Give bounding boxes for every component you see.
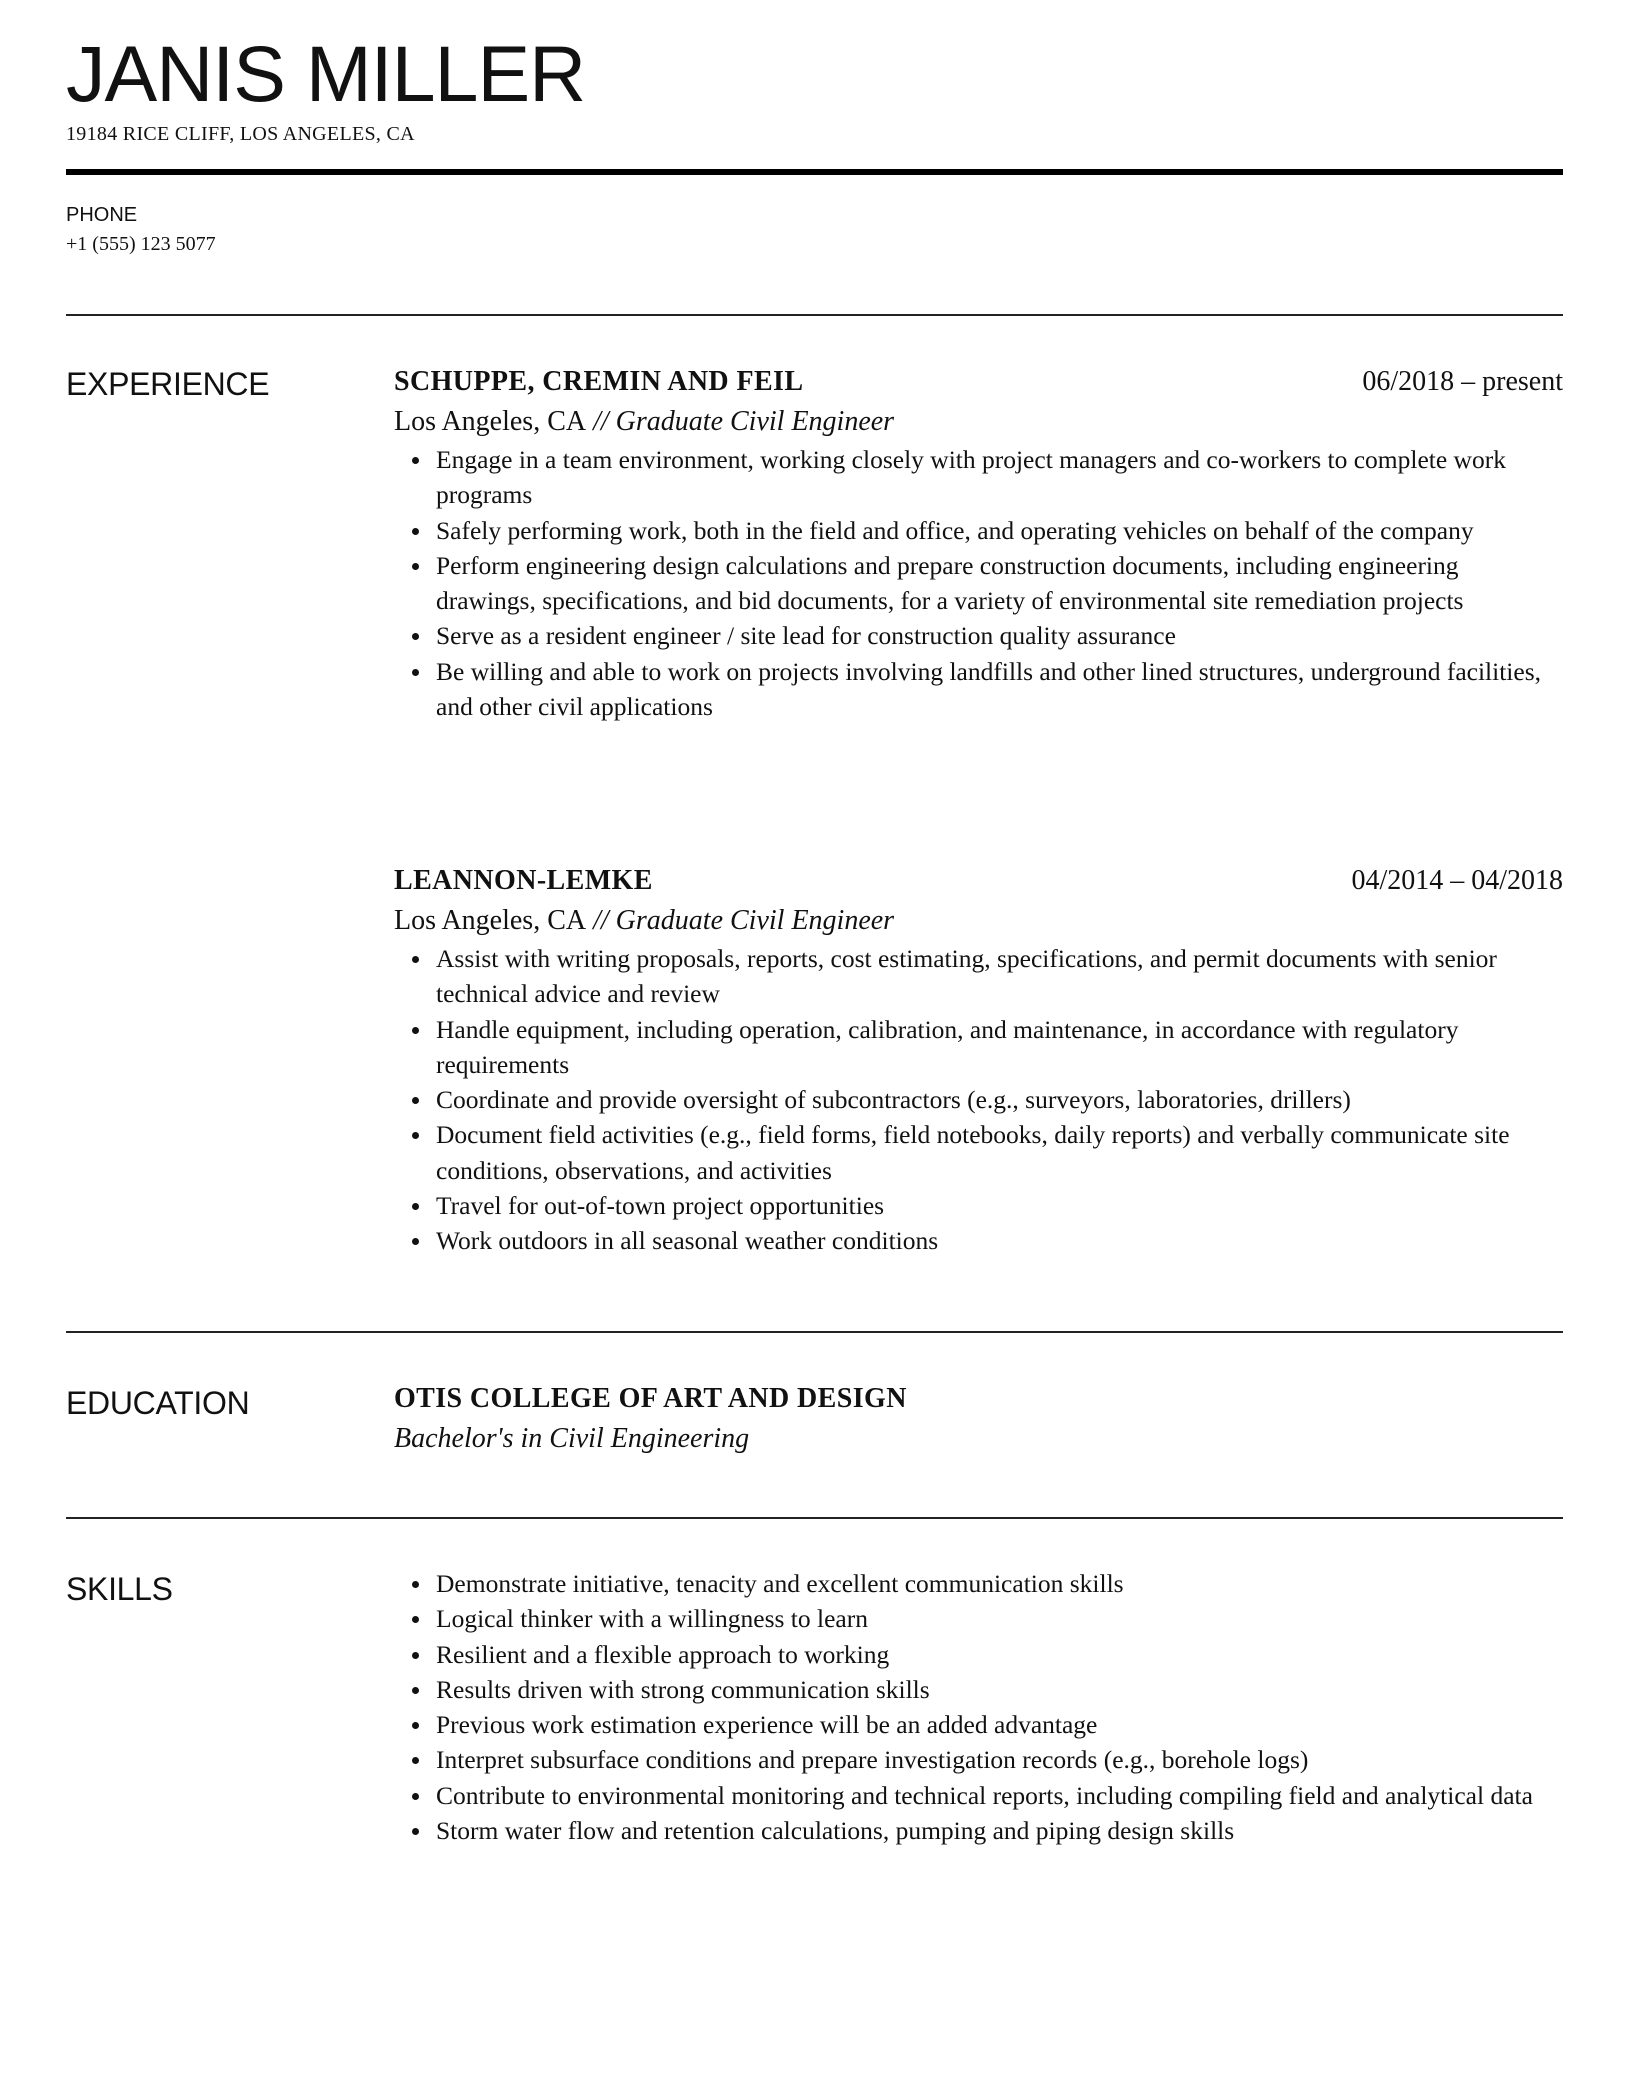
job-entry (394, 861, 1563, 1259)
education-entry (394, 1379, 1563, 1459)
school-name: OTIS COLLEGE OF ART AND DESIGN (394, 1383, 907, 1414)
job-duties (394, 941, 1563, 1259)
list-item: Handle equipment, including operation, calibration, and maintenance, in accordance with regulatory requirements (394, 1012, 1563, 1083)
section-divider (66, 314, 1563, 316)
list-item: Work outdoors in all seasonal weather conditions (394, 1223, 1563, 1258)
job-duties (394, 442, 1563, 724)
phone-label: PHONE (66, 204, 138, 226)
skills-list (394, 1566, 1563, 1848)
list-item: Be willing and able to work on projects involving landfills and other lined structures, underground facilities, and other civil applications (394, 654, 1563, 725)
list-item: Demonstrate initiative, tenacity and excellent communication skills (394, 1566, 1563, 1601)
experience-heading: EXPERIENCE (66, 366, 270, 402)
job-role: Graduate Civil Engineer (615, 406, 895, 437)
phone-number: +1 (555) 123 5077 (66, 233, 216, 255)
list-item: Contribute to environmental monitoring and technical reports, including compiling field and analytical data (394, 1778, 1563, 1813)
list-item: Perform engineering design calculations and prepare construction documents, including engineering drawings, specifications, and bid documents, for a variety of environmental site remediation projects (394, 548, 1563, 619)
job-entry (394, 362, 1563, 724)
job-separator: // (586, 905, 616, 936)
job-dates: 06/2018 – present (1362, 366, 1563, 397)
degree: Bachelor's in Civil Engineering (394, 1423, 750, 1454)
list-item: Storm water flow and retention calculations, pumping and piping design skills (394, 1813, 1563, 1848)
company-name: SCHUPPE, CREMIN AND FEIL (394, 366, 804, 397)
list-item: Safely performing work, both in the field and office, and operating vehicles on behalf of the company (394, 513, 1563, 548)
list-item: Serve as a resident engineer / site lead for construction quality assurance (394, 618, 1563, 653)
education-heading: EDUCATION (66, 1385, 250, 1421)
job-separator: // (586, 406, 616, 437)
address: 19184 RICE CLIFF, LOS ANGELES, CA (66, 123, 415, 145)
list-item: Resilient and a flexible approach to working (394, 1637, 1563, 1672)
list-item: Logical thinker with a willingness to learn (394, 1601, 1563, 1636)
candidate-name: JANIS MILLER (66, 29, 586, 118)
job-subline (394, 402, 1563, 442)
job-dates: 04/2014 – 04/2018 (1351, 865, 1563, 896)
job-location: Los Angeles, CA (394, 905, 587, 936)
section-divider (66, 1331, 1563, 1333)
list-item: Previous work estimation experience will be an added advantage (394, 1707, 1563, 1742)
degree-line (394, 1419, 1563, 1459)
list-item: Assist with writing proposals, reports, cost estimating, specifications, and permit documents with senior technical advice and review (394, 941, 1563, 1012)
list-item: Interpret subsurface conditions and prepare investigation records (e.g., borehole logs) (394, 1742, 1563, 1777)
company-name: LEANNON-LEMKE (394, 865, 653, 896)
skills-list-container (394, 1566, 1563, 1848)
skills-heading: SKILLS (66, 1571, 173, 1607)
job-subline (394, 901, 1563, 941)
section-divider (66, 1517, 1563, 1519)
list-item: Results driven with strong communication skills (394, 1672, 1563, 1707)
list-item: Coordinate and provide oversight of subcontractors (e.g., surveyors, laboratories, drillers) (394, 1082, 1563, 1117)
list-item: Travel for out-of-town project opportunities (394, 1188, 1563, 1223)
list-item: Engage in a team environment, working closely with project managers and co-workers to complete work programs (394, 442, 1563, 513)
job-role: Graduate Civil Engineer (615, 905, 895, 936)
list-item: Document field activities (e.g., field forms, field notebooks, daily reports) and verbally communicate site conditions, observations, and activities (394, 1117, 1563, 1188)
job-location: Los Angeles, CA (394, 406, 587, 437)
header-divider (66, 169, 1563, 175)
